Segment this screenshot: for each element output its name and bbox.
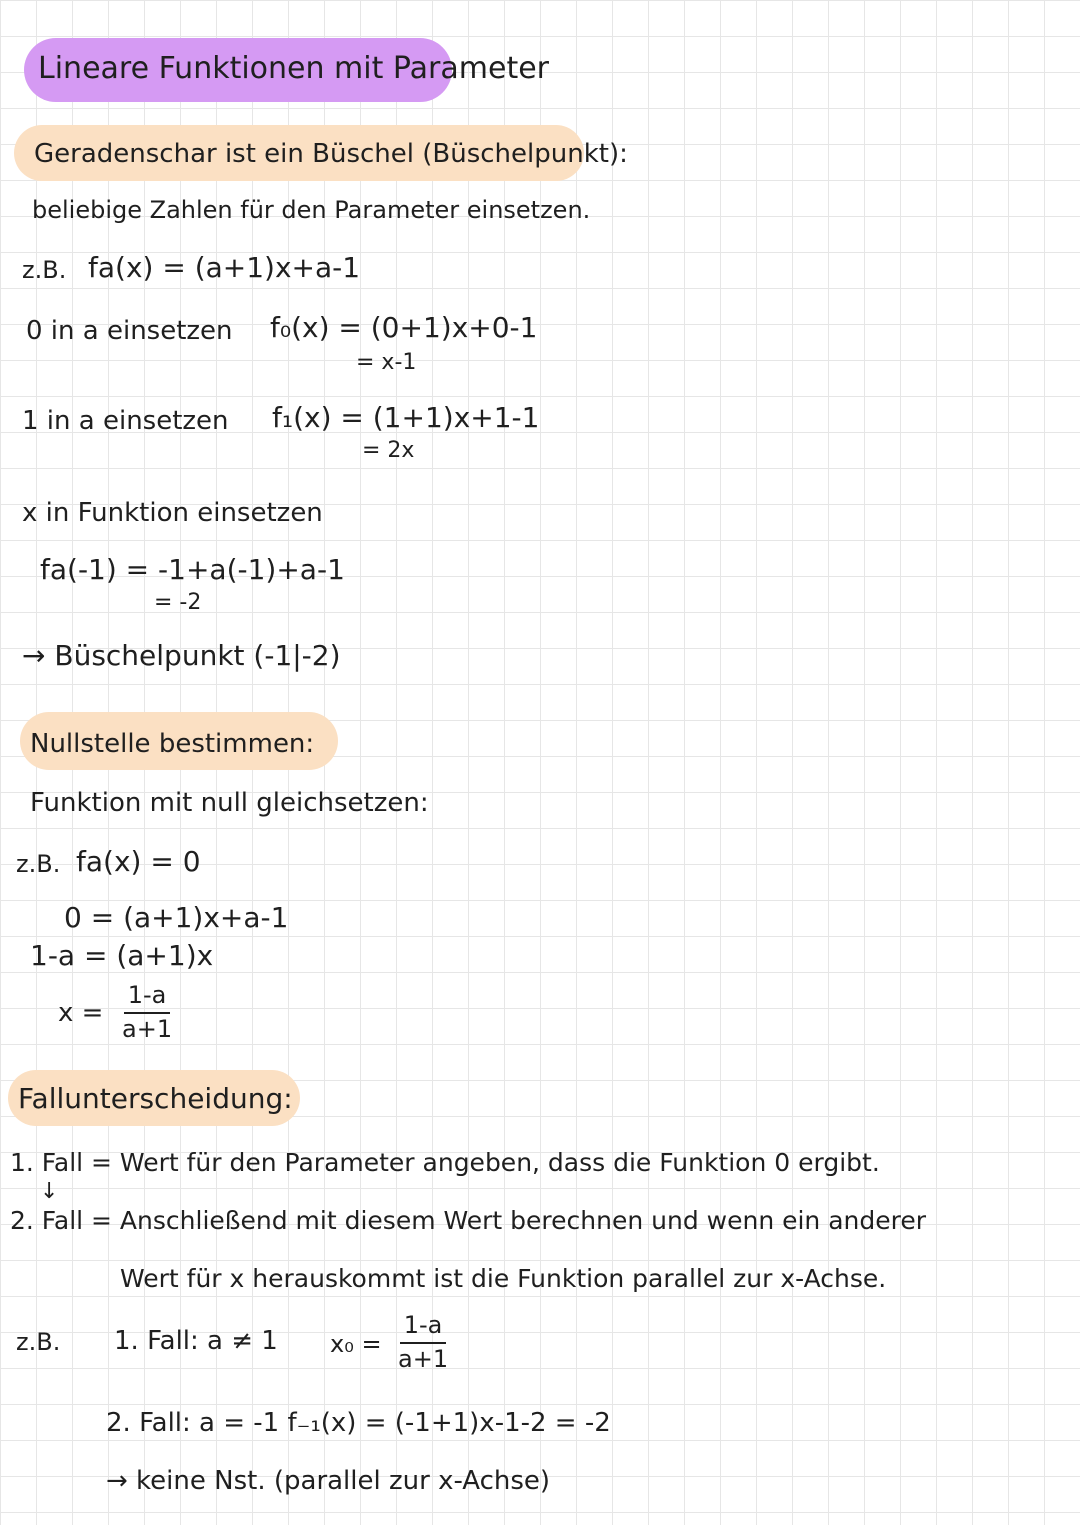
section1-heading: Geradenschar ist ein Büschel (Büschelpunkt): (34, 139, 628, 169)
zero-eq4-denominator: a+1 (122, 1014, 173, 1043)
zero-eq3: 1-a = (a+1)x (30, 939, 214, 972)
zero-eq4-fraction (122, 982, 172, 1043)
case2-text-line1: 2. Fall = Anschließend mit diesem Wert berechnen und wenn ein anderer (10, 1206, 927, 1235)
case-example-1-lhs: x₀ = (330, 1330, 382, 1358)
substitute-0-eq2: = x-1 (356, 350, 417, 375)
section3-heading: Fallunterscheidung: (18, 1082, 293, 1115)
zero-eq-label: z.B. (16, 850, 61, 878)
x-substitute-eq1: fa(-1) = -1+a(-1)+a-1 (40, 553, 345, 586)
zero-eq4-lhs: x = (58, 998, 104, 1028)
down-arrow-icon: ↓ (40, 1179, 59, 1204)
case2-text-line2: Wert für x herauskommt ist die Funktion parallel zur x-Achse. (120, 1264, 887, 1293)
case-example-1-numerator: 1-a (400, 1312, 447, 1344)
zero-eq4-numerator: 1-a (124, 982, 171, 1014)
case-example-result: → keine Nst. (parallel zur x-Achse) (106, 1466, 551, 1496)
substitute-1-eq1: f₁(x) = (1+1)x+1-1 (272, 401, 540, 434)
case-example-1-denominator: a+1 (398, 1344, 449, 1373)
case-example-2: 2. Fall: a = -1 f₋₁(x) = (-1+1)x-1-2 = -2 (106, 1408, 611, 1438)
case-example-label: z.B. (16, 1328, 61, 1356)
case-example-1: 1. Fall: a ≠ 1 (114, 1326, 278, 1356)
zero-eq2: 0 = (a+1)x+a-1 (64, 901, 289, 934)
section2-line1: Funktion mit null gleichsetzen: (30, 788, 429, 818)
page-title: Lineare Funktionen mit Parameter (38, 51, 549, 86)
section1-line1: beliebige Zahlen für den Parameter einsetzen. (32, 196, 591, 224)
substitute-1-eq2: = 2x (362, 438, 415, 463)
example-label: z.B. (22, 256, 67, 284)
case1-text: 1. Fall = Wert für den Parameter angeben, dass die Funktion 0 ergibt. (10, 1148, 880, 1177)
case-example-1-fraction (398, 1312, 448, 1373)
substitute-0-eq1: f₀(x) = (0+1)x+0-1 (270, 311, 538, 344)
x-substitute-eq2: = -2 (154, 590, 202, 615)
example-function: fa(x) = (a+1)x+a-1 (88, 251, 361, 284)
substitute-1-label: 1 in a einsetzen (22, 406, 229, 436)
section2-heading: Nullstelle bestimmen: (30, 729, 315, 759)
x-substitute-label: x in Funktion einsetzen (22, 498, 323, 528)
zero-eq1: fa(x) = 0 (76, 845, 201, 878)
bueschelpunkt-result: → Büschelpunkt (-1|-2) (22, 639, 341, 672)
substitute-0-label: 0 in a einsetzen (26, 316, 233, 346)
